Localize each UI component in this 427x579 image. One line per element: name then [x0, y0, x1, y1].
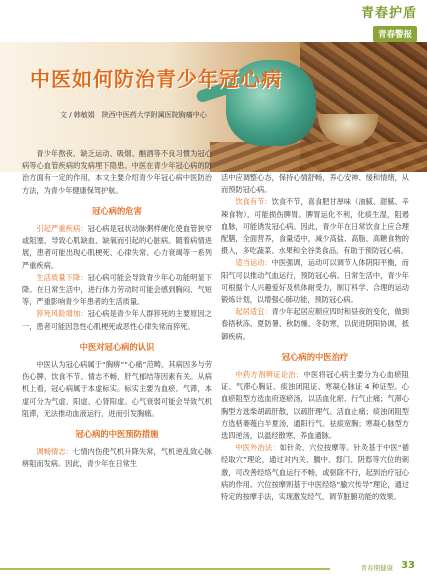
keyword: 调畅情志： — [36, 447, 73, 457]
right-column — [221, 172, 409, 503]
paragraph-harm-3 — [22, 308, 212, 332]
paragraph-text: 中医将冠心病主要分为心血瘀阻证、气滞心胸证、痰浊闭阻证、寒凝心脉证 4 种证型。心血瘀阻型方选血府逐瘀汤，以活血化瘀、行气止痛；气滞心胸型方选柴胡疏肝散，以疏肝理气、活血止痛；痰浊闭阻型方选栝蒌薤白半夏汤，通阳行气、祛痰宽胸；寒凝心脉型方选四逆汤，以温经散寒、养血通脉。 — [221, 370, 409, 441]
paragraph-harm-1 — [22, 223, 212, 272]
paragraph-text: 青少年起居应顺应四时和昼夜的变化，做到春捂秋冻、夏防暑、秋防燥、冬防寒，以促进阴阳协调，抵御疾病。 — [221, 307, 409, 341]
paragraph-exercise — [221, 257, 409, 306]
paragraph-text: 冠心病可能会导致青少年心功能明显下降。在日常生活中，进行体力劳动时可能会感到胸闷、气短等，严重影响青少年患者的生活质量。 — [22, 272, 212, 307]
column-brand — [331, 6, 417, 42]
paragraph-text: 冠心病是青少年人群猝死的主要原因之一，患者可能因急性心肌梗死或恶性心律失常而猝死。 — [22, 309, 212, 331]
keyword: 猝死风险增加： — [36, 309, 88, 319]
keyword: 生活质量下降： — [36, 272, 88, 282]
left-column — [22, 148, 212, 471]
brand-subtitle: 青春警报 — [373, 26, 417, 42]
paragraph-diet — [221, 196, 409, 257]
keyword: 中医外治法： — [235, 443, 280, 453]
keyword: 引起严重疾病： — [36, 224, 88, 234]
page-number: 33 — [401, 560, 415, 571]
paragraph-external — [221, 442, 409, 503]
paragraph-text: 七情内伤使气机升降失常，气机逆乱致心脉痹阻而发病。因此，青少年在日常生 — [22, 447, 212, 469]
paragraph-text: 如针灸、穴位按摩等。针灸基于中医“循经取穴”理论，通过对内关、膻中、郄门、阴郄等穴位的刺激，可改善经络气血运行不畅，或驱除不行，起到治疗冠心病的作用。穴位按摩则基于中医经络“腧穴传导”理论，通过特定的按摩手法，实现激发经气、调节脏腑功能的效果。 — [221, 443, 409, 502]
paragraph-prevention-1 — [22, 446, 212, 470]
paragraph-text: 中医强调，运动可以调节人体阴阳平衡，而阳气可以推动气血运行，预防冠心病。日常生活中，青少年可根据个人兴趣爱好及机体耐受力，制订科学、合理的运动锻炼计划，以增强心肺功能，预防冠心病。 — [221, 258, 409, 305]
paragraph-harm-2 — [22, 272, 212, 309]
footer-rule — [0, 568, 330, 570]
article-title: 中医如何防治青少年冠心病 — [30, 67, 282, 91]
keyword: 适当运动： — [235, 258, 272, 268]
keyword: 饮食有节： — [235, 197, 272, 207]
section-heading-tcm-view: 中医对冠心病的认识 — [79, 341, 155, 352]
brand-title: 青春护盾 — [360, 6, 417, 21]
keyword: 起居适宜： — [235, 307, 272, 317]
intro-paragraph: 青少年熬夜、缺乏运动、吸烟、酗酒等不良习惯为冠心病等心血管疾病的发病埋下隐患。中医在青少年冠心病的防治方面有一定的作用，本文主要介绍青少年冠心病中医防治方法，为青少年健康保驾护航。 — [22, 149, 212, 195]
paragraph-continued: 活中应调整心态，保持心情舒畅，养心安神、缓和情绪，从而预防冠心病。 — [221, 173, 409, 195]
section-heading-harm: 冠心病的危害 — [92, 205, 142, 216]
paragraph-text: 冠心病是冠状动脉粥样硬化使血管狭窄或阻塞，导致心肌缺血、缺氧而引起的心脏病。随着病情进展，患者可能出现心肌梗死、心律失常、心力衰竭等一系列严重疾病。 — [22, 224, 212, 270]
page-footer — [0, 559, 427, 579]
herbs-decoration-bottom — [210, 142, 427, 172]
paragraph-tcm-view: 中医认为冠心病属于“胸痹”“心痛”范畴。其病因多与劳伤心脾、饮食不节、情志不畅、肝气郁结等因素有关。从病机上看，冠心病属于本虚标实。标实主要为血瘀、气滞，本虚可分为气虚、阳虚、心肾阳虚。心气衰弱可能会导致气机阻滞，无法推动血液运行，进而引发胸痛。 — [22, 360, 212, 418]
paragraph-herbal — [221, 369, 409, 442]
paragraph-text: 饮食不节，喜食肥甘厚味（油腻、甜腻、辛辣食物），可能损伤脾胃。脾胃运化不利，化痰生湿，阻遏血脉，可能诱发冠心病。因此，青少年在日常饮食上应合理配膳，全面营养，食量适中，减少高盐、高脂、高糖食物的摄入，多吃蔬菜、水果和全谷类食品，有助于预防冠心病。 — [221, 197, 409, 256]
section-heading-treatment: 冠心病的中医治疗 — [281, 351, 349, 362]
article-author: 文 / 韩敏娟 陕西中医药大学附属医院胸痛中心 — [60, 111, 207, 119]
section-heading-prevention: 冠心病的中医预防措施 — [75, 429, 159, 440]
keyword: 中药方剂辨证论治： — [235, 370, 304, 380]
magazine-name: 青春期健康 — [360, 564, 393, 572]
paragraph-lifestyle — [221, 306, 409, 343]
